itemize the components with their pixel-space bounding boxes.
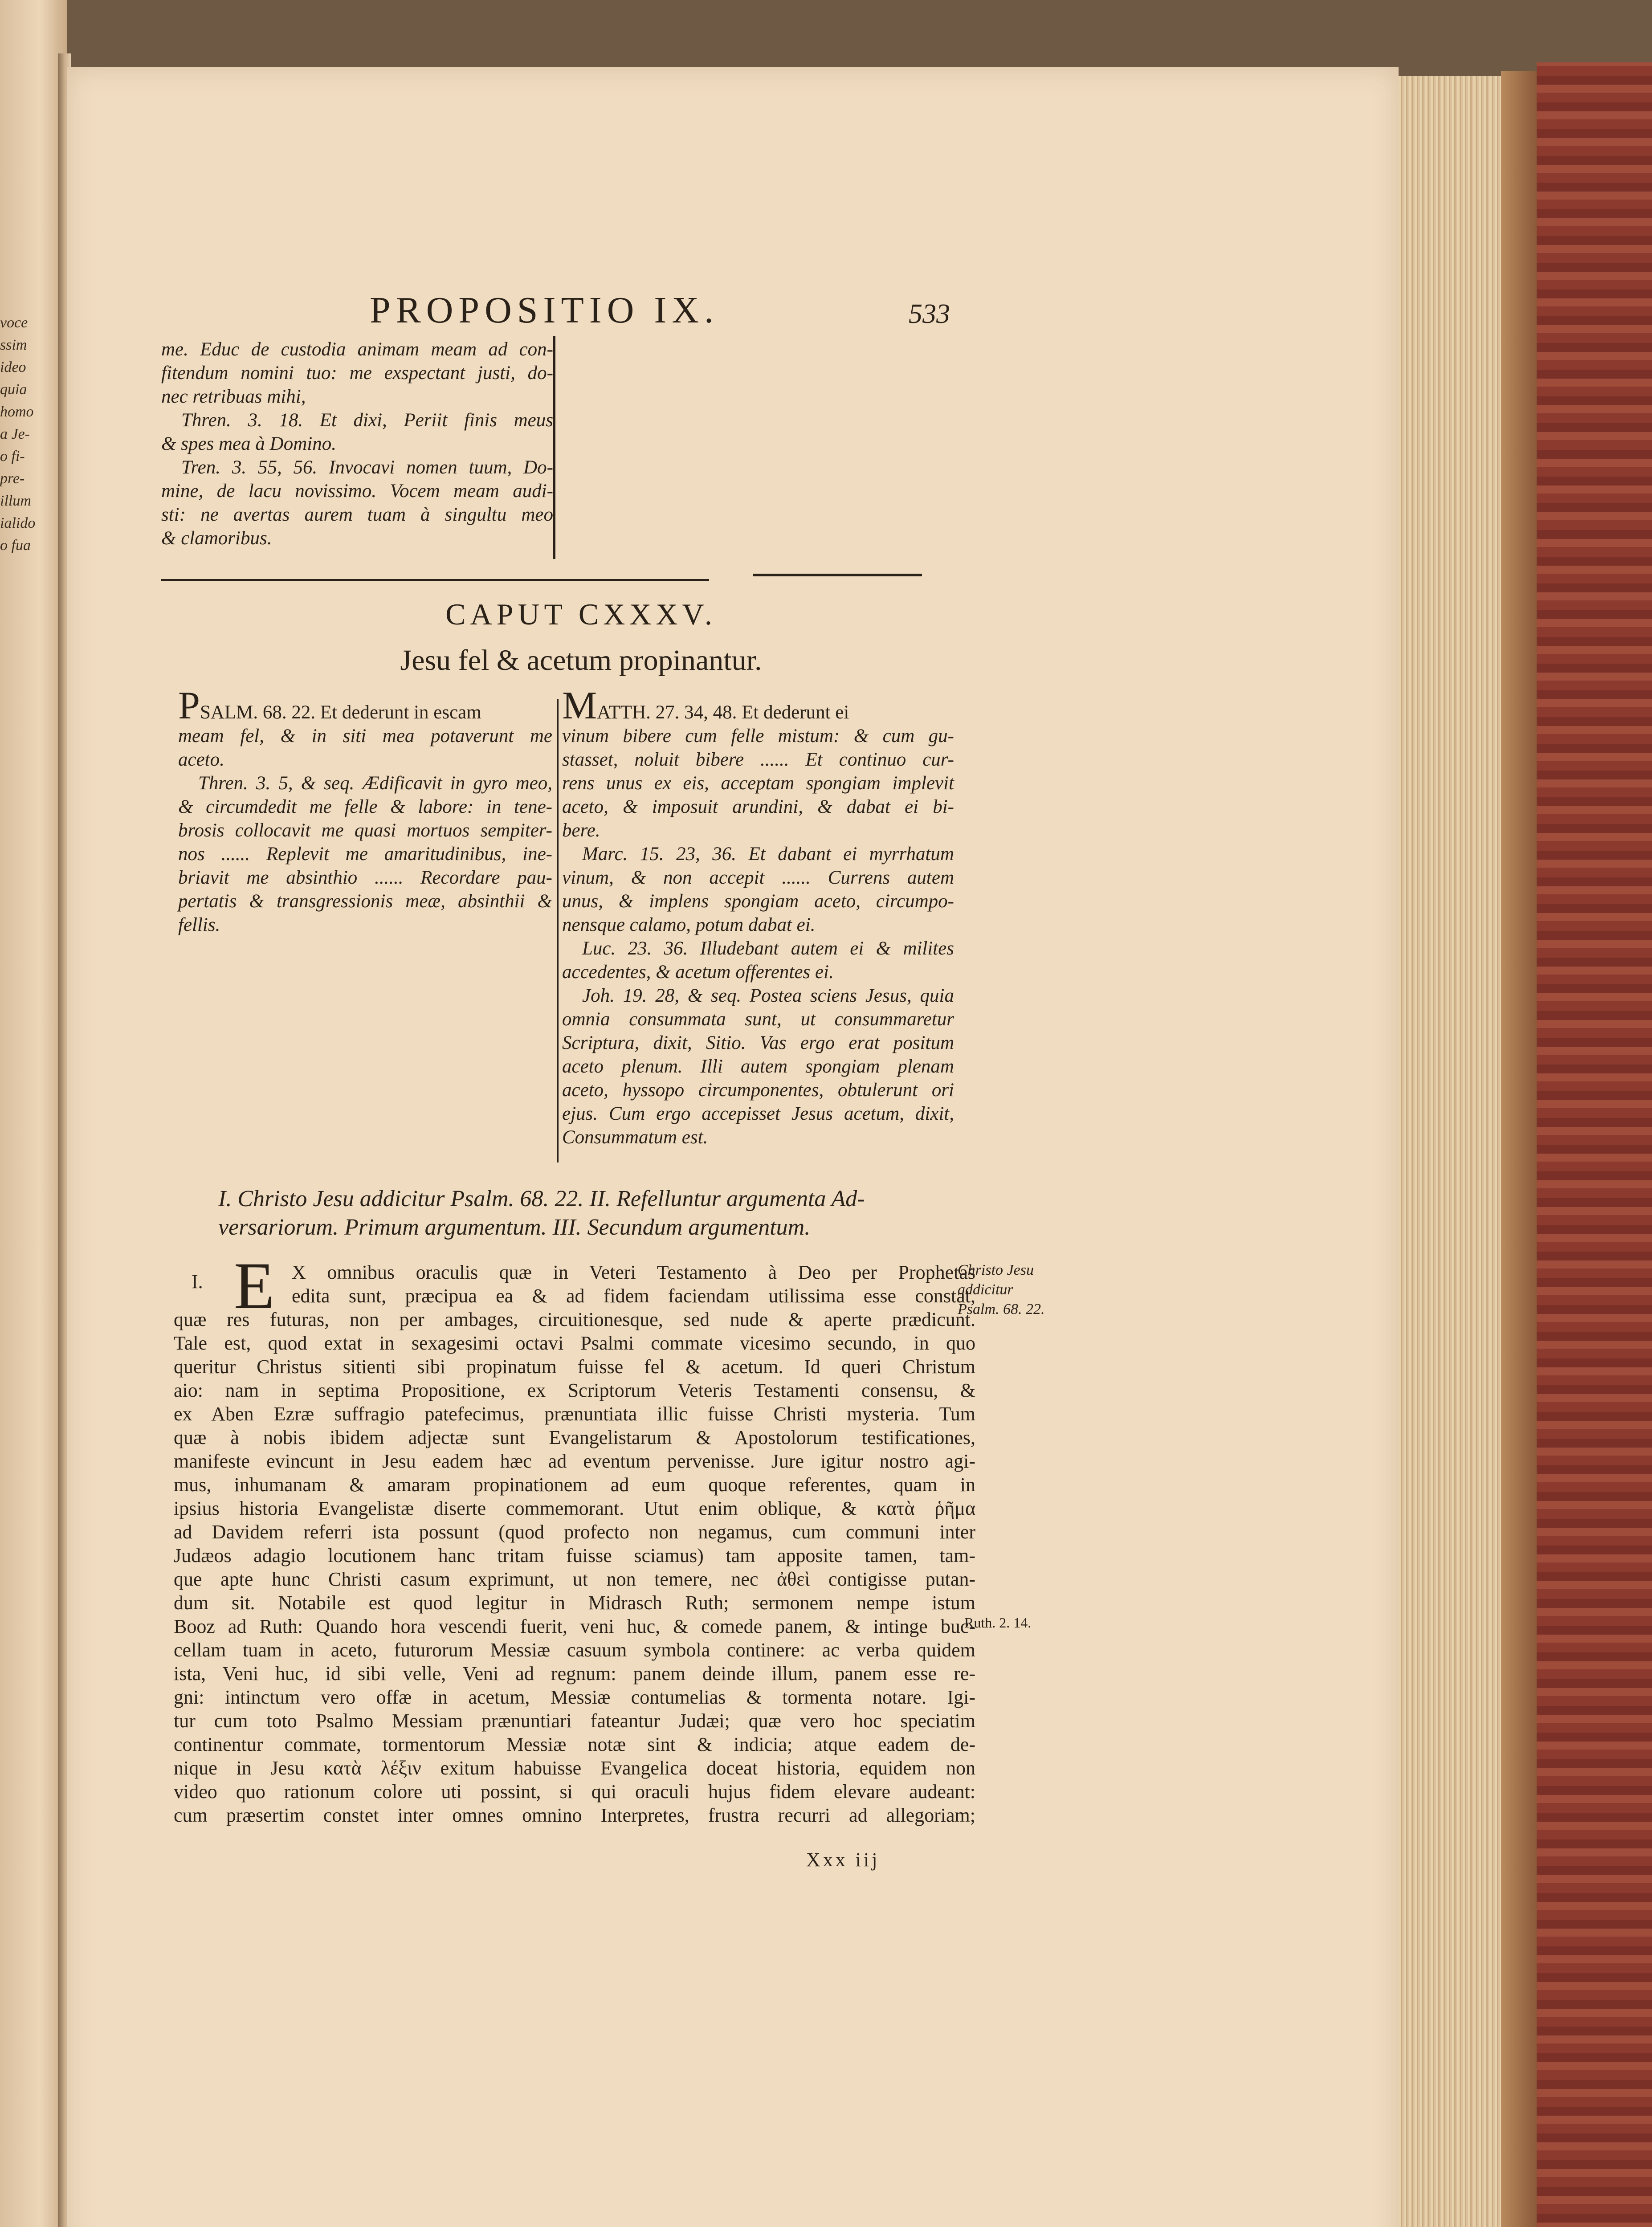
body-line: continentur commate, tormentorum Messiæ notæ sint & indicia; atque eadem de- <box>174 1733 975 1755</box>
body-text <box>174 1260 975 1827</box>
matthew-line: vinum, & non accepit ...... Currens autem <box>562 867 954 888</box>
body-line: ad Davidem referri ista possunt (quod profecto non negamus, cum communi inter <box>174 1521 975 1543</box>
matthew-line: unus, & implens spongiam aceto, circumpo- <box>562 891 954 912</box>
body-line: gni: intinctum vero offæ in acetum, Messiæ contumelias & tormenta notare. Igi- <box>174 1686 975 1708</box>
body-line: ipsius historia Evangelistæ diserte commemorant. Utut enim oblique, & κατὰ ῥῆμα <box>174 1497 975 1519</box>
left-fragment: o fi- <box>0 448 25 465</box>
top-block-line: Thren. 3. 18. Et dixi, Periit finis meus <box>181 410 553 431</box>
body-line: aio: nam in septima Propositione, ex Scriptorum Veteris Testamenti consensu, & <box>174 1379 975 1401</box>
body-line: Tale est, quod extat in sexagesimi octavi Psalmi commate vicesimo secundo, in quo <box>174 1332 975 1354</box>
body-line: queritur Christus sitienti sibi propinatum fuisse fel & acetum. Id queri Christum <box>174 1356 975 1378</box>
matthew-column <box>562 684 954 1149</box>
initial-letter: E <box>234 1249 275 1323</box>
matthew-line: Scriptura, dixit, Sitio. Vas ergo erat positum <box>562 1032 954 1053</box>
margin-note-line: Psalm. 68. 22. <box>958 1301 1045 1317</box>
column-rule <box>557 699 559 1162</box>
left-fragment: illum <box>0 493 31 509</box>
matthew-line: ATTH. 27. 34, 48. Et dederunt ei <box>597 702 849 723</box>
top-column-rule <box>553 336 555 559</box>
chapter-subtitle: Jesu fel & acetum propinantur. <box>400 644 762 677</box>
chapter-title: CAPUT CXXXV. <box>445 597 717 631</box>
matthew-line: stasset, noluit bibere ...... Et continuo cur- <box>562 749 954 770</box>
psalm-line: meam fel, & in siti mea potaverunt me <box>178 726 552 746</box>
psalm-line: fellis. <box>178 914 220 935</box>
body-line: quæ à nobis ibidem adjectæ sunt Evangelistarum & Apostolorum testificationes, <box>174 1427 975 1448</box>
matthew-line: Marc. 15. 23, 36. Et dabant ei myrrhatum <box>582 844 954 865</box>
matthew-line: rens unus ex eis, acceptam spongiam implevit <box>562 773 954 794</box>
page-edges <box>1399 76 1501 2227</box>
horizontal-rule-right <box>753 574 922 576</box>
top-block-line: & clamoribus. <box>161 528 272 549</box>
body-line: Judæos adagio locutionem hanc tritam fuisse sciamus) tam apposite tamen, tam- <box>174 1545 975 1566</box>
body-line: nique in Jesu κατὰ λέξιν exitum habuisse Evangelica doceat historia, equidem non <box>174 1757 975 1779</box>
body-line: ex Aben Ezræ suffragio patefecimus, prænuntiata illic fuisse Christi mysteria. Tum <box>174 1403 975 1425</box>
horizontal-rule <box>161 579 709 581</box>
margin-note-ruth: Ruth. 2. 14. <box>964 1615 1032 1631</box>
psalm-line: aceto. <box>178 749 224 770</box>
psalm-line: & circumdedit me felle & labore: in tene- <box>178 796 552 817</box>
matthew-line: accedentes, & acetum offerentes ei. <box>562 962 834 983</box>
body-line: que apte hunc Christi casum exprimunt, ut non temere, nec ἀθεὶ contigisse putan- <box>174 1568 975 1590</box>
left-fragment: ssim <box>0 337 27 353</box>
signature-mark: Xxx iij <box>806 1849 880 1871</box>
running-head: PROPOSITIO IX. <box>370 290 719 331</box>
body-line: dum sit. Notabile est quod legitur in Midrasch Ruth; sermonem nempe istum <box>174 1592 975 1614</box>
matthew-line: Joh. 19. 28, & seq. Postea sciens Jesus, quia <box>582 985 954 1006</box>
section-number: I. <box>192 1271 203 1293</box>
dropcap-m: M <box>562 684 597 727</box>
body-line: manifeste evincunt in Jesu eadem hæc ad eventum pervenisse. Jure igitur nostro agi- <box>174 1450 975 1472</box>
page-edges-shadow <box>1501 71 1537 2227</box>
body-line: mus, inhumanam & amaram propinationem ad eum quoque referentes, quam in <box>174 1474 975 1496</box>
body-line: edita sunt, præcipua ea & ad fidem faciendam utilissima esse constat, <box>292 1285 975 1307</box>
top-block-line: & spes mea à Domino. <box>161 433 336 454</box>
left-fragment: ialido <box>0 515 36 531</box>
page-number: 533 <box>909 299 950 329</box>
body-line: video quo rationum colore uti possint, si qui oraculi hujus fidem elevare audeant: <box>174 1781 975 1803</box>
body-line: tur cum toto Psalmo Messiam prænuntiari fateantur Judæi; quæ vero hoc speciatim <box>174 1710 975 1732</box>
left-fragment: voce <box>0 314 28 331</box>
matthew-line: Consummatum est. <box>562 1127 708 1148</box>
top-block-line: sti: ne avertas aurem tuam à singultu meo <box>161 504 553 525</box>
psalm-line: pertatis & transgressionis meæ, absinthii & <box>178 891 552 912</box>
dropcap-p: P <box>178 684 200 727</box>
margin-note-line: addicitur <box>958 1281 1013 1298</box>
matthew-line: aceto, & imposuit arundini, & dabat ei bi- <box>562 796 954 817</box>
matthew-line: vinum bibere cum felle mistum: & cum gu- <box>562 726 954 746</box>
top-block-line: fitendum nomini tuo: me exspectant justi, do- <box>161 363 553 383</box>
section-summary <box>218 1185 967 1242</box>
left-fragment: a Je- <box>0 426 30 442</box>
top-block-line: me. Educ de custodia animam meam ad con- <box>161 339 553 360</box>
margin-note-line: Christo Jesu <box>958 1262 1034 1278</box>
left-fragment: quia <box>0 381 27 398</box>
book-cover-edge <box>1537 62 1652 2227</box>
left-page-fragments <box>0 312 58 557</box>
matthew-line: aceto plenum. Illi autem spongiam plenam <box>562 1056 954 1077</box>
matthew-line: omnia consummata sunt, ut consummaretur <box>562 1009 954 1030</box>
psalm-column <box>178 684 552 937</box>
matthew-line: ejus. Cum ergo accepisset Jesus acetum, dixit, <box>562 1103 954 1124</box>
matthew-line: nensque calamo, potum dabat ei. <box>562 914 816 935</box>
body-line: quæ res futuras, non per ambages, circuitionesque, sed nude & aperte prædicunt. <box>174 1309 975 1330</box>
psalm-line: briavit me absinthio ...... Recordare pau- <box>178 867 552 888</box>
psalm-line: SALM. 68. 22. Et dederunt in escam <box>200 702 481 723</box>
top-block-line: nec retribuas mihi, <box>161 386 306 407</box>
body-line: cum præsertim constet inter omnes omnino Interpretes, frustra recurri ad allegoriam; <box>174 1804 975 1826</box>
body-line: X omnibus oraculis quæ in Veteri Testamento à Deo per Prophetas <box>292 1261 975 1283</box>
summary-line: versariorum. Primum argumentum. III. Secundum argumentum. <box>218 1215 811 1240</box>
matthew-line: bere. <box>562 820 600 841</box>
top-block-line: mine, de lacu novissimo. Vocem meam audi- <box>161 481 553 502</box>
left-fragment: o fua <box>0 537 31 554</box>
left-fragment: pre- <box>0 470 25 487</box>
matthew-line: Luc. 23. 36. Illudebant autem ei & milites <box>582 938 954 959</box>
left-fragment: ideo <box>0 359 26 375</box>
margin-note <box>958 1260 1045 1319</box>
psalm-line: brosis collocavit me quasi mortuos sempiter- <box>178 820 552 841</box>
psalm-line: Thren. 3. 5, & seq. Ædificavit in gyro meo, <box>198 773 552 794</box>
psalm-line: nos ...... Replevit me amaritudinibus, ine- <box>178 844 552 865</box>
top-block-line: Tren. 3. 55, 56. Invocavi nomen tuum, Do- <box>181 457 553 478</box>
body-line: ista, Veni huc, id sibi velle, Veni ad regnum: panem deinde illum, panem esse re- <box>174 1663 975 1685</box>
summary-line: I. Christo Jesu addicitur Psalm. 68. 22. II. Refelluntur argumenta Ad- <box>218 1186 865 1211</box>
body-line: cellam tuam in aceto, futurorum Messiæ casuum symbola continere: ac verba quidem <box>174 1639 975 1661</box>
matthew-line: aceto, hyssopo circumponentes, obtulerunt ori <box>562 1080 954 1101</box>
left-fragment: homo <box>0 404 34 420</box>
body-line: Booz ad Ruth: Quando hora vescendi fuerit, veni huc, & comede panem, & intinge buc- <box>174 1615 975 1637</box>
top-block-text <box>161 338 553 550</box>
